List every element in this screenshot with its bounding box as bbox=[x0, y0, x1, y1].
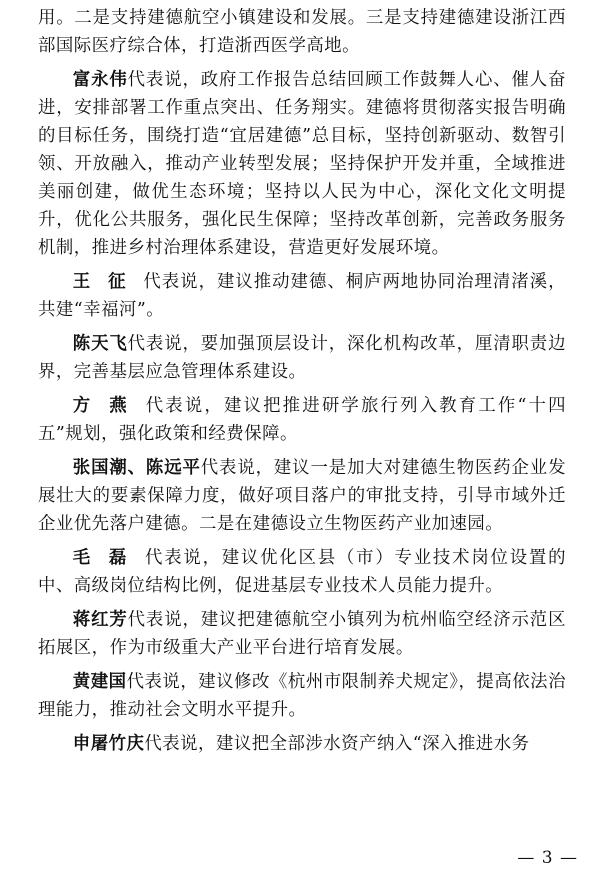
paragraph-text: 代表说，建议一是加大对建德生物医药企业发展壮大的要素保障力度，做好项目落户的审批支持，引导市域外迁企业优先落户建德。二是在建德设立生物医药产业加速园。 bbox=[38, 458, 566, 534]
paragraph-wang-zheng bbox=[38, 268, 566, 324]
speaker-name: 王征 bbox=[72, 272, 144, 292]
paragraph-zhang-guochao-chen-yuanping bbox=[38, 454, 566, 538]
paragraph-chen-tianfei bbox=[38, 330, 566, 386]
paragraph-text: 代表说，要加强顶层设计，深化机构改革，厘清职责边界，完善基层应急管理体系建设。 bbox=[38, 334, 566, 382]
paragraph-text: 代表说，建议推动建德、桐庐两地协同治理清渚溪，共建“幸福河”。 bbox=[38, 272, 566, 320]
paragraph-continuation bbox=[38, 4, 566, 60]
speaker-name: 蒋红芳 bbox=[72, 610, 128, 630]
speaker-name: 方燕 bbox=[72, 396, 146, 416]
speaker-name: 黄建国 bbox=[72, 672, 127, 692]
document-page bbox=[38, 4, 566, 764]
paragraph-mao-lei bbox=[38, 544, 566, 600]
paragraph-jiang-hongfang bbox=[38, 606, 566, 662]
page-number: — 3 — bbox=[517, 848, 578, 868]
speaker-name: 申屠竹庆 bbox=[72, 734, 145, 754]
paragraph-fang-yan bbox=[38, 392, 566, 448]
paragraph-text: 代表说，建议把建德航空小镇列为杭州临空经济示范区拓展区，作为市级重大产业平台进行培育发展。 bbox=[38, 610, 566, 658]
paragraph-shentu-zhuqing bbox=[38, 730, 566, 758]
paragraph-huang-jianguo bbox=[38, 668, 566, 724]
speaker-name: 张国潮、陈远平 bbox=[72, 458, 201, 478]
paragraph-text: 代表说，建议把推进研学旅行列入教育工作“十四五”规划，强化政策和经费保障。 bbox=[38, 396, 566, 444]
paragraph-text: 代表说，政府工作报告总结回顾工作鼓舞人心、催人奋进，安排部署工作重点突出、任务翔实。建德将贯彻落实报告明确的目标任务，围绕打造“宜居建德”总目标，坚持创新驱动、数智引领、开放融入，推动产业转型发展；坚持保护开发并重，全域推进美丽创建，做优生态环境；坚持以人民为中心，深化文化文明提升，优化公共服务，强化民生保障；坚持改革创新，完善政务服务机制，推进乡村治理体系建设，营造更好发展环境。 bbox=[38, 70, 566, 258]
speaker-name: 毛磊 bbox=[72, 548, 145, 568]
paragraph-text: 代表说，建议优化区县（市）专业技术岗位设置的中、高级岗位结构比例，促进基层专业技术人员能力提升。 bbox=[38, 548, 566, 596]
paragraph-text: 用。二是支持建德航空小镇建设和发展。三是支持建德建设浙江西部国际医疗综合体，打造浙西医学高地。 bbox=[38, 8, 566, 56]
paragraph-text: 代表说，建议修改《杭州市限制养犬规定》，提高依法治理能力，推动社会文明水平提升。 bbox=[38, 672, 566, 720]
speaker-name: 陈天飞 bbox=[72, 334, 128, 354]
paragraph-text: 代表说，建议把全部涉水资产纳入“深入推进水务 bbox=[144, 734, 530, 754]
paragraph-fu-yongwei bbox=[38, 66, 566, 262]
speaker-name: 富永伟 bbox=[72, 70, 128, 90]
